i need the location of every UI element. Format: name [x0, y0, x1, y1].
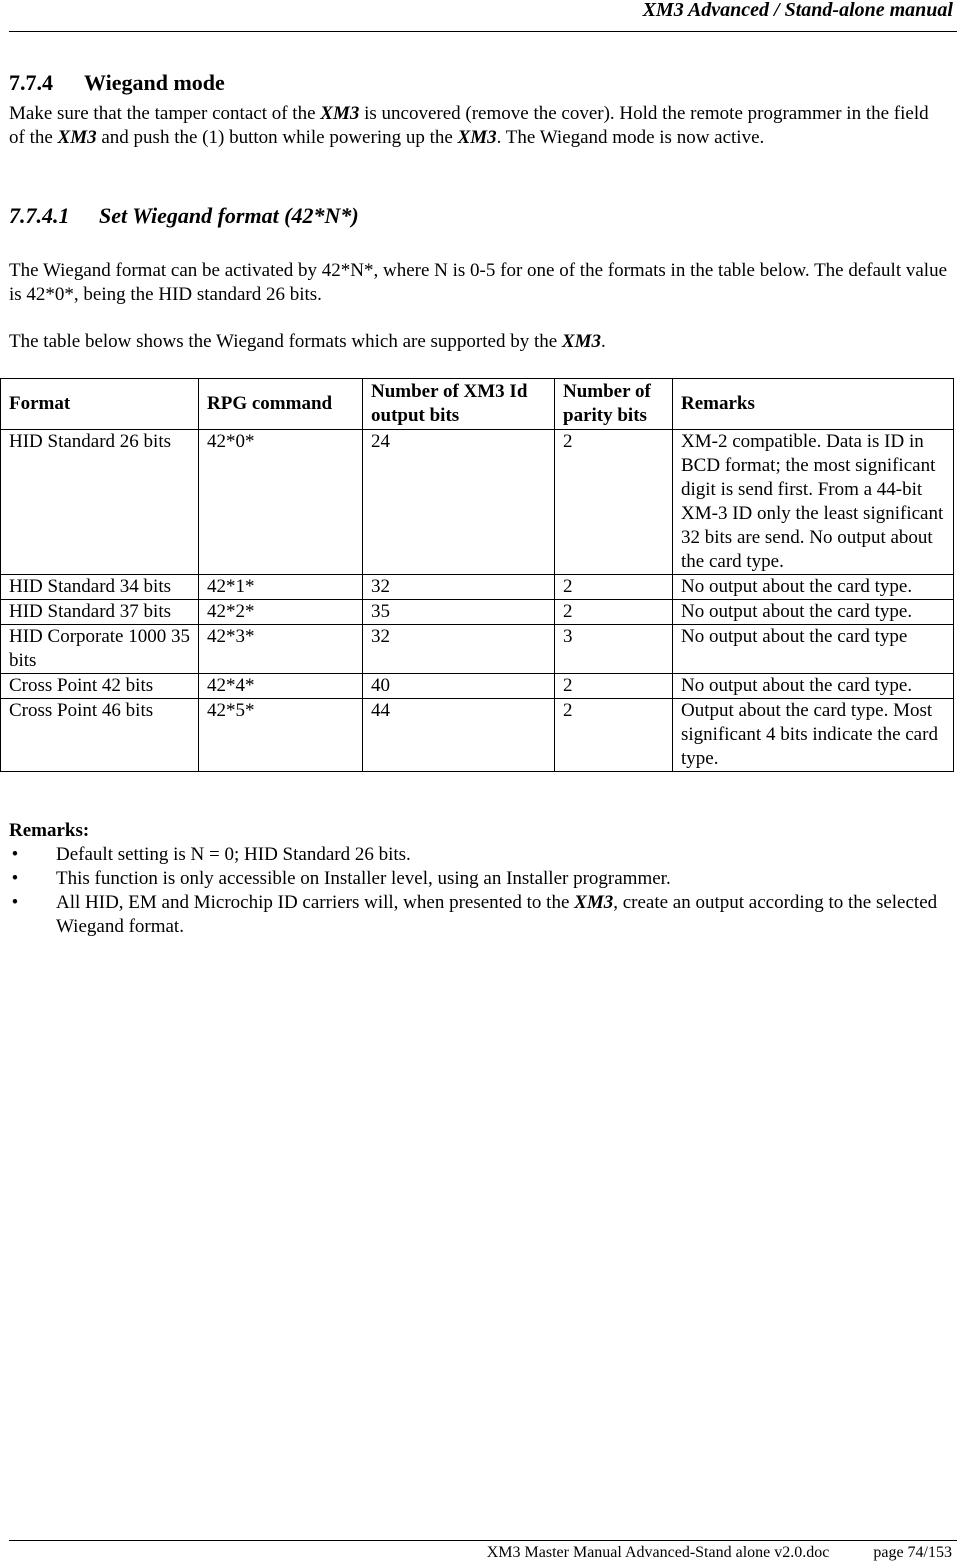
cell-parity-bits: 2	[555, 430, 673, 575]
footer-document-name: XM3 Master Manual Advanced-Stand alone v2.0.doc	[486, 1544, 830, 1561]
header-divider	[9, 31, 957, 32]
cell-format: Cross Point 42 bits	[1, 674, 199, 699]
subsection-number: 7.7.4.1	[9, 203, 70, 228]
cell-remarks: XM-2 compatible. Data is ID in BCD format; the most significant digit is send first. From a 44-bit XM-3 ID only the least significant 32 bits are send. No output about the card type.	[673, 430, 954, 575]
table-row	[1, 699, 954, 772]
cell-output-bits: 32	[363, 575, 555, 600]
cell-remarks: No output about the card type	[673, 625, 954, 674]
subsection-heading	[9, 203, 359, 229]
cell-format: HID Standard 26 bits	[1, 430, 199, 575]
table-row	[1, 674, 954, 699]
cell-remarks: Output about the card type. Most significant 4 bits indicate the card type.	[673, 699, 954, 772]
bullet-icon: •	[11, 892, 19, 913]
page-footer	[487, 1543, 952, 1563]
column-header-output-bits: Number of XM3 Id output bits	[363, 379, 555, 430]
remark-text: Default setting is N = 0; HID Standard 26 bits.	[56, 844, 411, 865]
cell-remarks: No output about the card type.	[673, 674, 954, 699]
running-header-title: XM3 Advanced / Stand-alone manual	[642, 0, 953, 21]
cell-remarks: No output about the card type.	[673, 600, 954, 625]
column-header-parity-bits: Number of parity bits	[555, 379, 673, 430]
cell-format: HID Standard 34 bits	[1, 575, 199, 600]
column-header-format: Format	[1, 379, 199, 430]
cell-rpg-command: 42*4*	[199, 674, 363, 699]
remarks-list	[9, 843, 954, 939]
remarks-list-item	[9, 843, 954, 867]
table-body	[1, 430, 954, 772]
cell-rpg-command: 42*5*	[199, 699, 363, 772]
remark-text: This function is only accessible on Installer level, using an Installer programmer.	[56, 868, 671, 889]
table-header-row	[1, 379, 954, 430]
cell-rpg-command: 42*2*	[199, 600, 363, 625]
cell-output-bits: 24	[363, 430, 555, 575]
column-header-remarks: Remarks	[673, 379, 954, 430]
section-heading	[9, 70, 225, 96]
table-row	[1, 430, 954, 575]
bullet-icon: •	[11, 844, 19, 865]
cell-rpg-command: 42*0*	[199, 430, 363, 575]
section-number: 7.7.4	[9, 70, 53, 95]
table-row	[1, 600, 954, 625]
cell-parity-bits: 2	[555, 575, 673, 600]
footer-divider	[9, 1540, 957, 1541]
subsection-title: Set Wiegand format (42*N*)	[99, 203, 359, 228]
cell-rpg-command: 42*3*	[199, 625, 363, 674]
remarks-list-item	[9, 867, 954, 891]
cell-parity-bits: 2	[555, 600, 673, 625]
table-row	[1, 575, 954, 600]
subsection-paragraph-1: The Wiegand format can be activated by 42*N*, where N is 0-5 for one of the formats in the table below. The default value is 42*0*, being the HID standard 26 bits.	[9, 260, 948, 305]
column-header-rpg-command: RPG command	[199, 379, 363, 430]
footer-page-number: page 74/153	[873, 1544, 952, 1561]
cell-format: Cross Point 46 bits	[1, 699, 199, 772]
remarks-heading: Remarks:	[9, 820, 90, 841]
remarks-list-item	[9, 891, 954, 939]
cell-output-bits: 35	[363, 600, 555, 625]
cell-rpg-command: 42*1*	[199, 575, 363, 600]
cell-format: HID Standard 37 bits	[1, 600, 199, 625]
cell-parity-bits: 2	[555, 674, 673, 699]
section-title: Wiegand mode	[84, 70, 225, 95]
cell-parity-bits: 3	[555, 625, 673, 674]
wiegand-formats-table	[0, 378, 954, 772]
remark-text: All HID, EM and Microchip ID carriers will, when presented to the XM3, create an output according to the selected Wiegand format.	[56, 892, 938, 937]
table-row	[1, 625, 954, 674]
cell-output-bits: 44	[363, 699, 555, 772]
cell-output-bits: 40	[363, 674, 555, 699]
cell-remarks: No output about the card type.	[673, 575, 954, 600]
cell-format: HID Corporate 1000 35 bits	[1, 625, 199, 674]
section-intro-paragraph: Make sure that the tamper contact of the XM3 is uncovered (remove the cover). Hold the remote programmer in the field of the XM3 and push the (1) button while powering up the XM3. The Wiegand mode is now active.	[9, 103, 929, 148]
cell-output-bits: 32	[363, 625, 555, 674]
cell-parity-bits: 2	[555, 699, 673, 772]
bullet-icon: •	[11, 868, 19, 889]
subsection-paragraph-2: The table below shows the Wiegand formats which are supported by the XM3.	[9, 331, 606, 352]
